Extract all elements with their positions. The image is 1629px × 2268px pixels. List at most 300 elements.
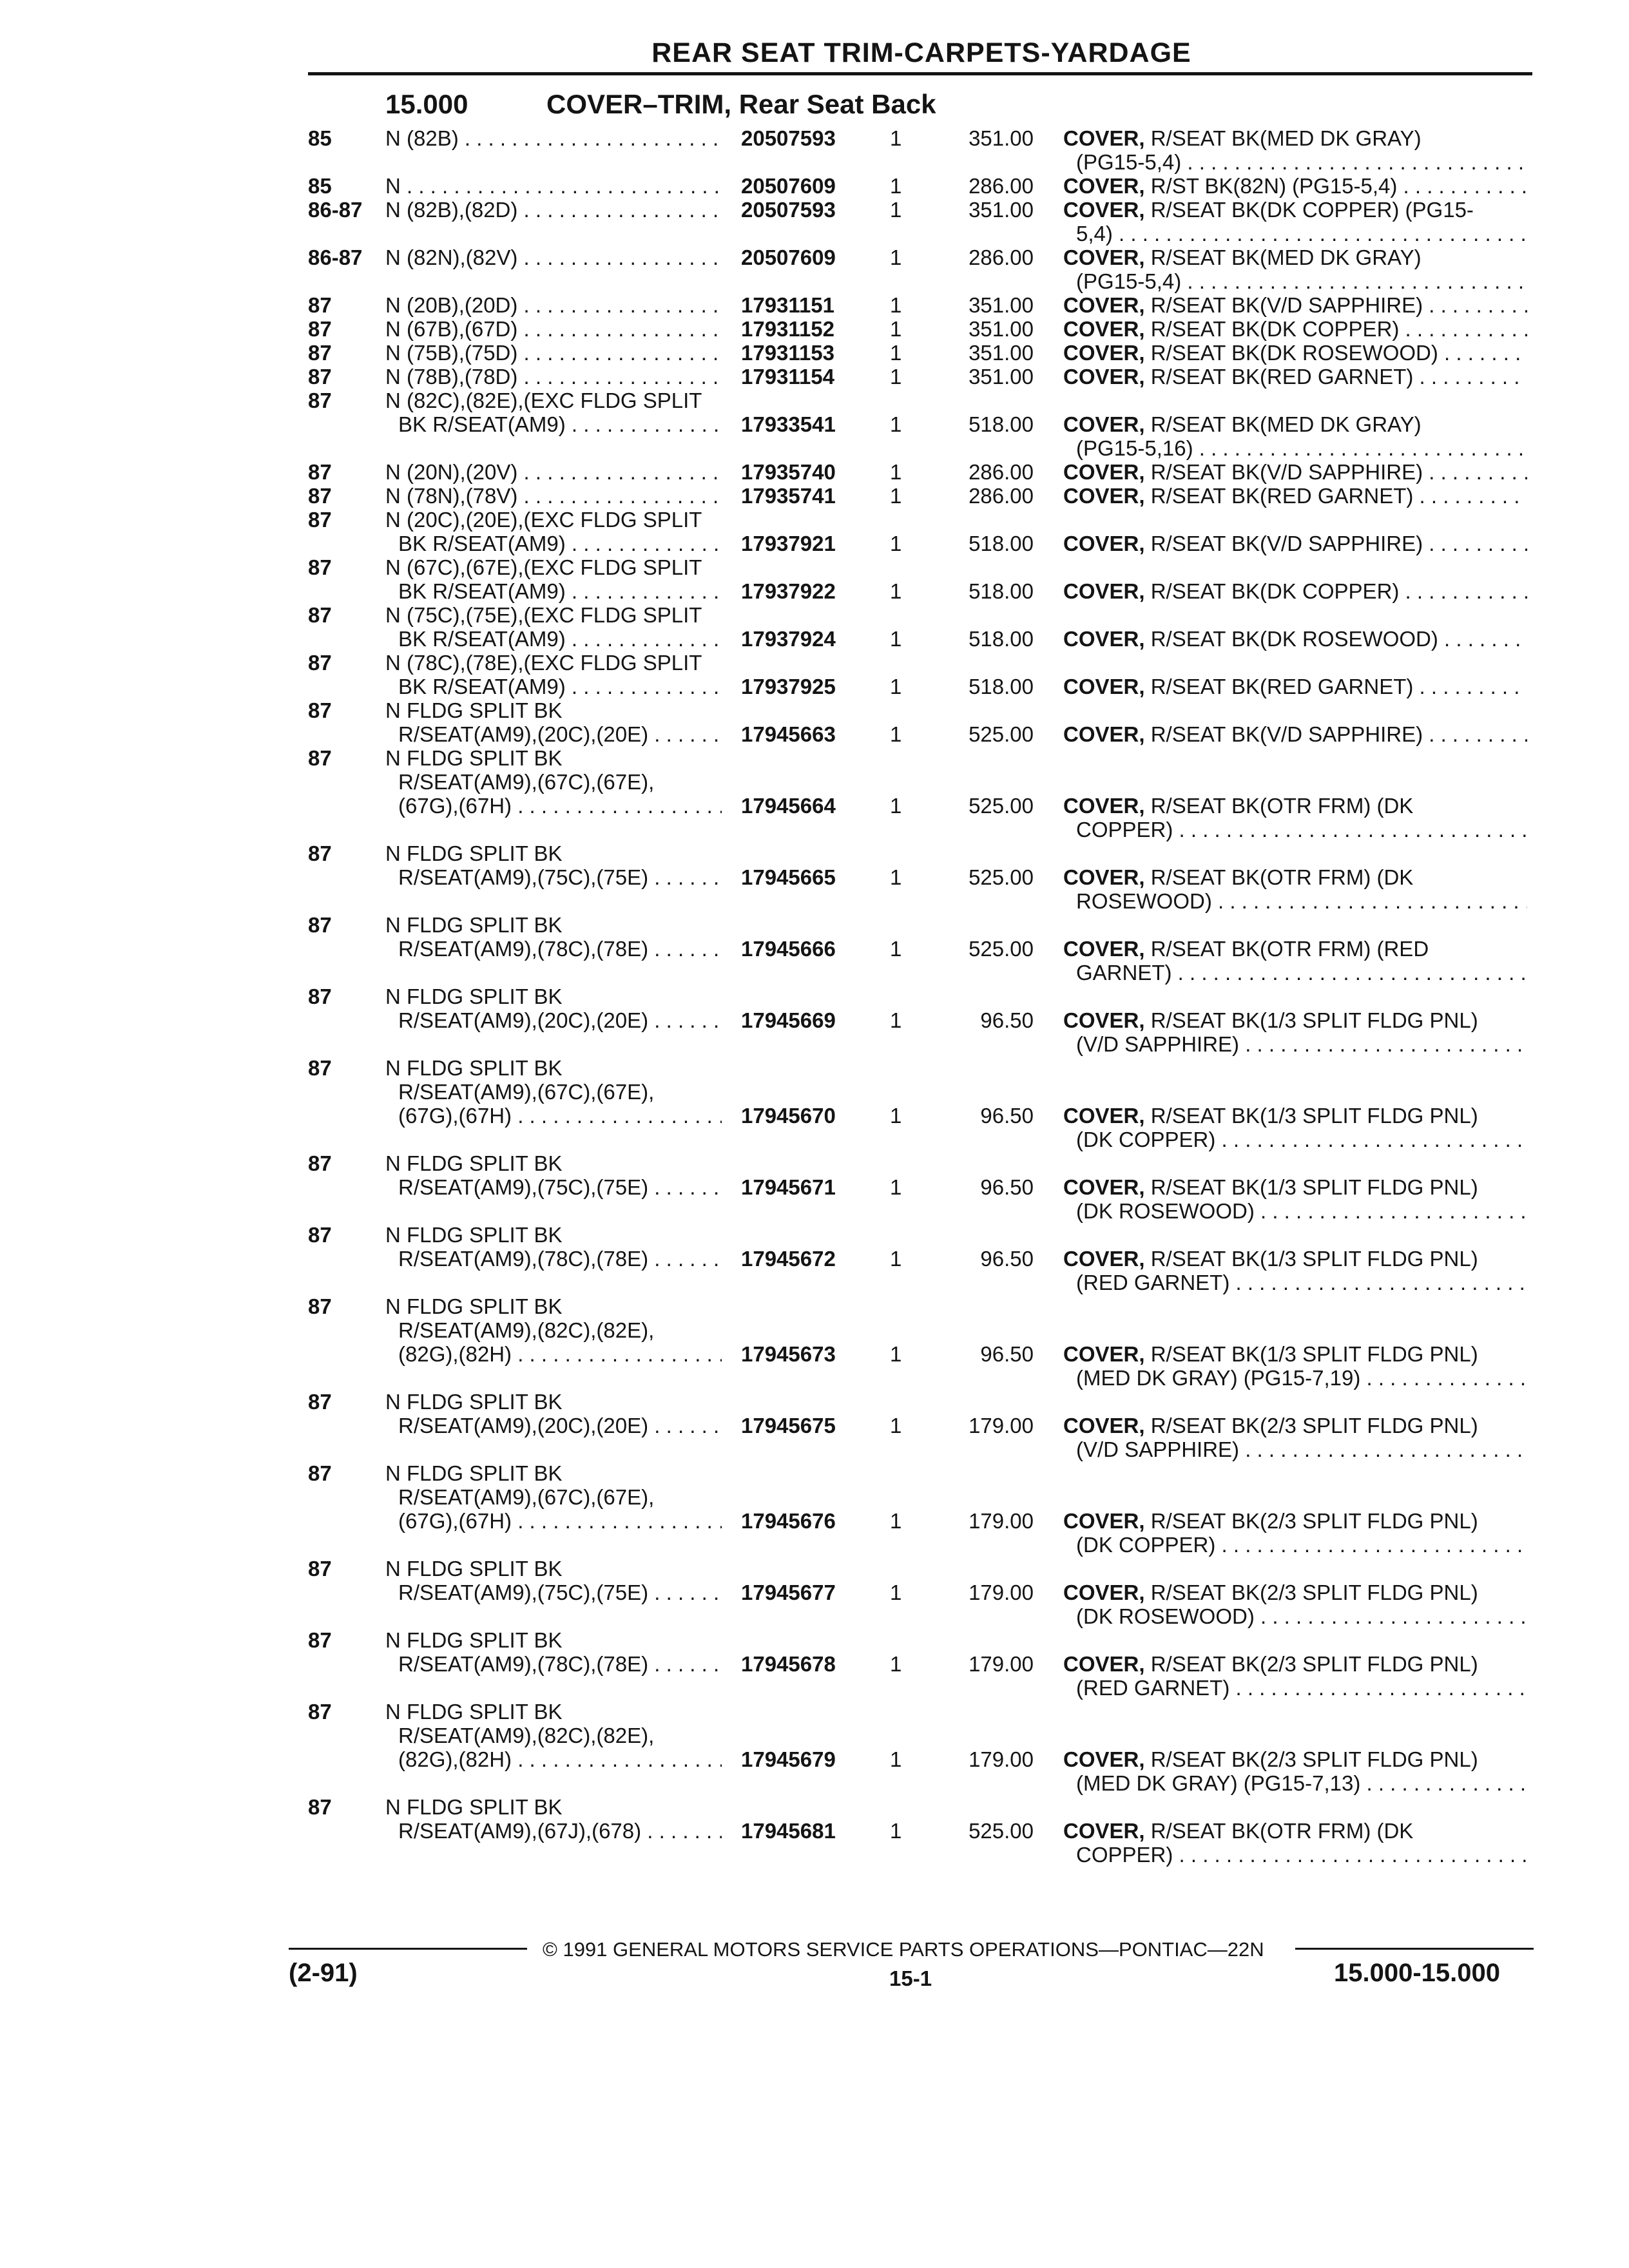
part-name-detail: (PG15-5,4) [1076, 150, 1182, 174]
part-name [1076, 1366, 1527, 1390]
table-row [0, 627, 1629, 651]
part-name-detail: R/SEAT BK(MED DK GRAY) [1144, 245, 1422, 269]
usage-description: R/SEAT(AM9),(78C),(78E) . . . [398, 1247, 722, 1271]
part-name-detail: R/SEAT BK(2/3 SPLIT FLDG PNL) [1144, 1414, 1478, 1437]
model-year: 86-87 [308, 198, 363, 222]
table-row [0, 865, 1629, 889]
part-name [1063, 794, 1527, 818]
usage-description: (67G),(67H) . . . [398, 1509, 722, 1533]
table-row [0, 985, 1629, 1008]
section-heading [385, 89, 936, 120]
table-row [0, 698, 1629, 722]
footer-copyright: © 1991 GENERAL MOTORS SERVICE PARTS OPERATIONS—PONTIAC—22N [543, 1938, 1264, 1961]
table-row [0, 412, 1629, 436]
quantity: 1 [890, 532, 902, 555]
usage-description: N (67B),(67D) . . . [385, 317, 722, 341]
usage-description: N FLDG SPLIT BK [385, 1557, 563, 1581]
model-year: 87 [308, 293, 332, 317]
usage-description: N FLDG SPLIT BK [385, 1294, 563, 1318]
quantity: 1 [890, 245, 902, 269]
table-row [0, 1724, 1629, 1747]
part-number: 17945666 [741, 937, 836, 961]
part-name-keyword: COVER, [1063, 365, 1145, 389]
table-row [0, 460, 1629, 484]
part-name [1076, 222, 1527, 245]
part-name-keyword: COVER, [1063, 1747, 1145, 1771]
table-row [0, 389, 1629, 412]
part-name-detail: R/SEAT BK(V/D SAPPHIRE) [1144, 293, 1423, 317]
part-name-detail: R/SEAT BK(DK COPPER) [1144, 579, 1400, 603]
model-year: 87 [308, 698, 332, 722]
price: 286.00 [969, 460, 1034, 484]
price: 179.00 [969, 1581, 1034, 1604]
price: 351.00 [969, 198, 1034, 222]
table-row [0, 1128, 1629, 1151]
table-row [0, 1151, 1629, 1175]
part-name [1076, 1676, 1527, 1700]
usage-description: N FLDG SPLIT BK [385, 1700, 563, 1724]
part-number: 17937925 [741, 675, 836, 698]
quantity: 1 [890, 412, 902, 436]
part-name-detail: (PG15-5,4) [1076, 269, 1182, 293]
table-row [0, 293, 1629, 317]
part-name [1063, 1581, 1527, 1604]
table-row [0, 722, 1629, 746]
part-number: 17945677 [741, 1581, 836, 1604]
table-row [0, 841, 1629, 865]
price: 96.50 [980, 1247, 1034, 1271]
part-name-detail: COPPER) [1076, 1843, 1173, 1867]
part-name-keyword: COVER, [1063, 865, 1145, 889]
part-name-detail: R/SEAT BK(OTR FRM) (RED [1144, 937, 1429, 961]
price: 518.00 [969, 579, 1034, 603]
quantity: 1 [890, 1342, 902, 1366]
part-name-detail: R/SEAT BK(2/3 SPLIT FLDG PNL) [1144, 1509, 1478, 1533]
table-row [0, 1604, 1629, 1628]
part-name [1063, 1747, 1527, 1771]
usage-description: N (20N),(20V) . . . [385, 460, 722, 484]
table-row [0, 889, 1629, 913]
usage-description: BK R/SEAT(AM9) . . . [398, 579, 722, 603]
part-name-detail: R/SEAT BK(DK ROSEWOOD) [1144, 341, 1438, 365]
table-row [0, 1819, 1629, 1843]
usage-description: N (78N),(78V) . . . [385, 484, 722, 508]
part-name [1063, 245, 1527, 269]
usage-description: R/SEAT(AM9),(75C),(75E) . . . [398, 1581, 722, 1604]
table-row [0, 1414, 1629, 1437]
part-name-keyword: COVER, [1063, 317, 1145, 341]
part-name-detail: R/SEAT BK(1/3 SPLIT FLDG PNL) [1144, 1175, 1478, 1199]
part-name [1063, 365, 1527, 389]
usage-description: R/SEAT(AM9),(78C),(78E) . . . [398, 1652, 722, 1676]
part-number: 17935740 [741, 460, 836, 484]
part-name [1063, 1652, 1527, 1676]
usage-description: R/SEAT(AM9),(67C),(67E), [398, 770, 655, 794]
price: 525.00 [969, 1819, 1034, 1843]
part-name-detail: R/SEAT BK(V/D SAPPHIRE) [1144, 722, 1423, 746]
table-row [0, 1771, 1629, 1795]
part-name-detail: R/SEAT BK(RED GARNET) [1144, 365, 1414, 389]
usage-description: N (82B),(82D) . . . [385, 198, 722, 222]
quantity: 1 [890, 1175, 902, 1199]
table-row [0, 1747, 1629, 1771]
part-name [1063, 627, 1527, 651]
quantity: 1 [890, 1581, 902, 1604]
footer-rule-right [1295, 1948, 1534, 1950]
usage-description: R/SEAT(AM9),(78C),(78E) . . . [398, 937, 722, 961]
model-year: 87 [308, 1151, 332, 1175]
part-name-detail: (DK COPPER) [1076, 1128, 1216, 1151]
usage-description: N (78B),(78D) . . . [385, 365, 722, 389]
usage-description: N FLDG SPLIT BK [385, 1223, 563, 1247]
part-name-detail: R/SEAT BK(DK COPPER) (PG15- [1144, 198, 1474, 222]
quantity: 1 [890, 341, 902, 365]
part-name [1076, 1032, 1527, 1056]
table-row [0, 150, 1629, 174]
part-name-detail: COPPER) [1076, 818, 1173, 841]
usage-description: N FLDG SPLIT BK [385, 746, 563, 770]
header-rule [308, 72, 1532, 75]
model-year: 87 [308, 317, 332, 341]
part-name [1063, 532, 1527, 555]
usage-description: N FLDG SPLIT BK [385, 1628, 563, 1652]
part-number: 17945679 [741, 1747, 836, 1771]
price: 525.00 [969, 865, 1034, 889]
part-number: 17945664 [741, 794, 836, 818]
table-row [0, 961, 1629, 985]
part-name-keyword: COVER, [1063, 1342, 1145, 1366]
part-name [1076, 1128, 1527, 1151]
part-name-detail: R/SEAT BK(1/3 SPLIT FLDG PNL) [1144, 1342, 1478, 1366]
parts-list [0, 126, 1629, 1867]
usage-description: N (82C),(82E),(EXC FLDG SPLIT [385, 389, 702, 412]
model-year: 87 [308, 460, 332, 484]
part-number: 17931151 [741, 293, 835, 317]
part-name-detail: R/SEAT BK(V/D SAPPHIRE) [1144, 460, 1423, 484]
part-name [1063, 865, 1527, 889]
model-year: 87 [308, 484, 332, 508]
usage-description: N FLDG SPLIT BK [385, 1390, 563, 1414]
quantity: 1 [890, 937, 902, 961]
model-year: 87 [308, 389, 332, 412]
part-name-detail: R/SEAT BK(V/D SAPPHIRE) [1144, 532, 1423, 555]
part-name-keyword: COVER, [1063, 1819, 1145, 1843]
usage-description: N FLDG SPLIT BK [385, 841, 563, 865]
price: 518.00 [969, 627, 1034, 651]
part-number: 17945676 [741, 1509, 836, 1533]
part-name-detail: R/SEAT BK(DK COPPER) [1144, 317, 1400, 341]
part-name [1076, 1533, 1527, 1557]
price: 179.00 [969, 1652, 1034, 1676]
table-row [0, 1342, 1629, 1366]
table-row [0, 1008, 1629, 1032]
footer-page-number: 15-1 [889, 1966, 932, 1990]
part-name [1076, 1604, 1527, 1628]
part-name-detail: R/SEAT BK(2/3 SPLIT FLDG PNL) [1144, 1652, 1478, 1676]
part-number: 17931153 [741, 341, 835, 365]
quantity: 1 [890, 1819, 902, 1843]
price: 286.00 [969, 484, 1034, 508]
model-year: 87 [308, 1461, 332, 1485]
table-row [0, 1628, 1629, 1652]
part-name-keyword: COVER, [1063, 1581, 1145, 1604]
usage-description: (67G),(67H) . . . [398, 1104, 722, 1128]
part-name-detail: (V/D SAPPHIRE) [1076, 1032, 1240, 1056]
part-number: 17937921 [741, 532, 836, 555]
footer-rule-left [289, 1948, 527, 1950]
part-name [1076, 1437, 1527, 1461]
quantity: 1 [890, 1509, 902, 1533]
part-name-detail: (MED DK GRAY) (PG15-7,13) [1076, 1771, 1361, 1795]
price: 179.00 [969, 1509, 1034, 1533]
price: 179.00 [969, 1747, 1034, 1771]
usage-description: BK R/SEAT(AM9) . . . [398, 532, 722, 555]
part-name-detail: (DK ROSEWOOD) [1076, 1199, 1255, 1223]
model-year: 85 [308, 126, 332, 150]
table-row [0, 1223, 1629, 1247]
usage-description: N FLDG SPLIT BK [385, 1795, 563, 1819]
usage-description: R/SEAT(AM9),(67J),(678) . . . [398, 1819, 722, 1843]
table-row [0, 651, 1629, 675]
part-number: 20507593 [741, 126, 836, 150]
part-name [1063, 341, 1527, 365]
price: 351.00 [969, 126, 1034, 150]
model-year: 87 [308, 508, 332, 532]
model-year: 87 [308, 1628, 332, 1652]
table-row [0, 1843, 1629, 1867]
price: 351.00 [969, 317, 1034, 341]
part-number: 17945678 [741, 1652, 836, 1676]
price: 179.00 [969, 1414, 1034, 1437]
model-year: 87 [308, 746, 332, 770]
quantity: 1 [890, 293, 902, 317]
usage-description: R/SEAT(AM9),(67C),(67E), [398, 1080, 655, 1104]
part-name [1063, 174, 1527, 198]
part-name-detail: (MED DK GRAY) (PG15-7,19) [1076, 1366, 1361, 1390]
quantity: 1 [890, 1414, 902, 1437]
table-row [0, 532, 1629, 555]
quantity: 1 [890, 675, 902, 698]
part-name [1076, 436, 1527, 460]
quantity: 1 [890, 1652, 902, 1676]
part-name [1063, 317, 1527, 341]
table-row [0, 269, 1629, 293]
part-name-keyword: COVER, [1063, 460, 1145, 484]
quantity: 1 [890, 317, 902, 341]
usage-description: N FLDG SPLIT BK [385, 1056, 563, 1080]
part-name-detail: R/SEAT BK(MED DK GRAY) [1144, 412, 1422, 436]
model-year: 87 [308, 603, 332, 627]
footer-section-range: 15.000-15.000 [1334, 1959, 1501, 1987]
part-name-detail: R/SEAT BK(MED DK GRAY) [1144, 126, 1422, 150]
part-name [1063, 937, 1527, 961]
usage-description: R/SEAT(AM9),(20C),(20E) . . . [398, 1414, 722, 1437]
usage-description: R/SEAT(AM9),(20C),(20E) . . . [398, 1008, 722, 1032]
model-year: 87 [308, 1700, 332, 1724]
table-row [0, 317, 1629, 341]
part-name [1063, 412, 1527, 436]
model-year: 87 [308, 341, 332, 365]
table-row [0, 1485, 1629, 1509]
part-name-detail: R/SEAT BK(DK ROSEWOOD) [1144, 627, 1438, 651]
part-name [1063, 1819, 1527, 1843]
usage-description: N (82B) . . . [385, 126, 722, 150]
part-name-keyword: COVER, [1063, 1509, 1145, 1533]
table-row [0, 1104, 1629, 1128]
table-row [0, 770, 1629, 794]
part-name-detail: R/SEAT BK(OTR FRM) (DK [1144, 794, 1414, 818]
part-number: 17933541 [741, 412, 836, 436]
table-row [0, 174, 1629, 198]
price: 525.00 [969, 937, 1034, 961]
part-name [1063, 1247, 1527, 1271]
table-row [0, 1175, 1629, 1199]
table-row [0, 1581, 1629, 1604]
part-name-keyword: COVER, [1063, 532, 1145, 555]
part-name-detail: R/SEAT BK(1/3 SPLIT FLDG PNL) [1144, 1104, 1478, 1128]
table-row [0, 1652, 1629, 1676]
part-name [1076, 889, 1527, 913]
part-name-detail: R/SEAT BK(2/3 SPLIT FLDG PNL) [1144, 1581, 1478, 1604]
table-row [0, 1032, 1629, 1056]
table-row [0, 937, 1629, 961]
usage-description: BK R/SEAT(AM9) . . . [398, 675, 722, 698]
table-row [0, 1199, 1629, 1223]
usage-description: N . . . [385, 174, 722, 198]
table-row [0, 603, 1629, 627]
usage-description: N FLDG SPLIT BK [385, 985, 563, 1008]
table-row [0, 1271, 1629, 1294]
price: 525.00 [969, 794, 1034, 818]
quantity: 1 [890, 1247, 902, 1271]
part-name-detail: R/SEAT BK(RED GARNET) [1144, 484, 1414, 508]
usage-description: R/SEAT(AM9),(75C),(75E) . . . [398, 865, 722, 889]
part-name-detail: R/SEAT BK(2/3 SPLIT FLDG PNL) [1144, 1747, 1478, 1771]
table-row [0, 1533, 1629, 1557]
usage-description: (82G),(82H) . . . [398, 1342, 722, 1366]
table-row [0, 579, 1629, 603]
table-row [0, 1318, 1629, 1342]
part-name-keyword: COVER, [1063, 341, 1145, 365]
part-name-keyword: COVER, [1063, 1652, 1145, 1676]
model-year: 87 [308, 1557, 332, 1581]
part-name-keyword: COVER, [1063, 412, 1145, 436]
price: 286.00 [969, 245, 1034, 269]
table-row [0, 794, 1629, 818]
part-name-keyword: COVER, [1063, 937, 1145, 961]
table-row [0, 1509, 1629, 1533]
table-row [0, 1557, 1629, 1581]
table-row [0, 675, 1629, 698]
price: 351.00 [969, 341, 1034, 365]
part-name [1076, 1199, 1527, 1223]
quantity: 1 [890, 460, 902, 484]
part-name-keyword: COVER, [1063, 579, 1145, 603]
usage-description: R/SEAT(AM9),(20C),(20E) . . . [398, 722, 722, 746]
table-row [0, 1795, 1629, 1819]
part-name [1063, 1414, 1527, 1437]
table-row [0, 555, 1629, 579]
table-row [0, 818, 1629, 841]
table-row [0, 436, 1629, 460]
table-row [0, 1676, 1629, 1700]
part-name [1076, 1843, 1527, 1867]
table-row [0, 1056, 1629, 1080]
table-row [0, 245, 1629, 269]
quantity: 1 [890, 126, 902, 150]
usage-description: R/SEAT(AM9),(82C),(82E), [398, 1724, 655, 1747]
table-row [0, 341, 1629, 365]
quantity: 1 [890, 365, 902, 389]
usage-description: BK R/SEAT(AM9) . . . [398, 412, 722, 436]
table-row [0, 1437, 1629, 1461]
quantity: 1 [890, 865, 902, 889]
part-name-keyword: COVER, [1063, 245, 1145, 269]
usage-description: R/SEAT(AM9),(67C),(67E), [398, 1485, 655, 1509]
part-name [1063, 579, 1527, 603]
part-name [1063, 460, 1527, 484]
part-name-keyword: COVER, [1063, 293, 1145, 317]
usage-description: N FLDG SPLIT BK [385, 1151, 563, 1175]
part-name [1063, 484, 1527, 508]
part-name-detail: R/SEAT BK(OTR FRM) (DK [1144, 865, 1414, 889]
quantity: 1 [890, 174, 902, 198]
part-name [1076, 150, 1527, 174]
part-name [1063, 293, 1527, 317]
part-name-keyword: COVER, [1063, 675, 1145, 698]
model-year: 87 [308, 651, 332, 675]
part-name [1076, 269, 1527, 293]
table-row [0, 222, 1629, 245]
part-name-detail: (RED GARNET) [1076, 1676, 1230, 1700]
part-name-detail: GARNET) [1076, 961, 1172, 985]
price: 96.50 [980, 1175, 1034, 1199]
price: 96.50 [980, 1104, 1034, 1128]
table-row [0, 484, 1629, 508]
price: 518.00 [969, 412, 1034, 436]
price: 351.00 [969, 365, 1034, 389]
part-number: 17945669 [741, 1008, 836, 1032]
price: 96.50 [980, 1342, 1034, 1366]
part-name-detail: R/SEAT BK(1/3 SPLIT FLDG PNL) [1144, 1247, 1478, 1271]
part-name [1063, 198, 1527, 222]
page-header-title: REAR SEAT TRIM-CARPETS-YARDAGE [651, 37, 1191, 68]
table-row [0, 1390, 1629, 1414]
part-number: 17931154 [741, 365, 835, 389]
model-year: 87 [308, 985, 332, 1008]
usage-description: N (75C),(75E),(EXC FLDG SPLIT [385, 603, 702, 627]
part-name [1063, 1008, 1527, 1032]
part-number: 20507609 [741, 245, 836, 269]
usage-description: N FLDG SPLIT BK [385, 1461, 563, 1485]
model-year: 87 [308, 841, 332, 865]
part-name-detail: (DK ROSEWOOD) [1076, 1604, 1255, 1628]
part-name-detail: (RED GARNET) [1076, 1271, 1230, 1294]
part-name [1063, 1342, 1527, 1366]
part-name-keyword: COVER, [1063, 1414, 1145, 1437]
part-name-keyword: COVER, [1063, 1008, 1145, 1032]
model-year: 87 [308, 365, 332, 389]
part-name [1076, 818, 1527, 841]
part-name-detail: (PG15-5,16) [1076, 436, 1193, 460]
table-row [0, 1294, 1629, 1318]
part-name-keyword: COVER, [1063, 1104, 1145, 1128]
quantity: 1 [890, 1008, 902, 1032]
table-row [0, 508, 1629, 532]
section-number: 15.000 [385, 89, 468, 119]
part-name-keyword: COVER, [1063, 1175, 1145, 1199]
model-year: 86-87 [308, 245, 363, 269]
